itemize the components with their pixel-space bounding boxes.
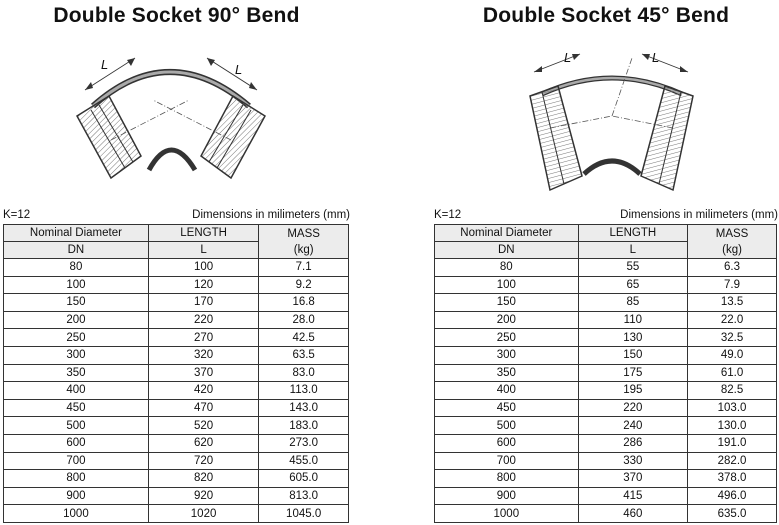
bend-90-meta xyxy=(3,209,350,223)
cell-dn: 900 xyxy=(435,487,579,505)
cell-mass: 103.0 xyxy=(688,399,777,417)
header-dn: DN xyxy=(4,242,149,259)
cell-dn: 80 xyxy=(4,259,149,277)
cell-dn: 450 xyxy=(435,399,579,417)
cell-dn: 250 xyxy=(435,329,579,347)
table-row xyxy=(435,417,777,435)
cell-length: 195 xyxy=(578,382,687,400)
table-row xyxy=(435,434,777,452)
cell-length: 55 xyxy=(578,259,687,277)
bend-45-table-body xyxy=(435,259,777,523)
table-row xyxy=(4,505,349,523)
cell-dn: 200 xyxy=(435,311,579,329)
cell-dn: 500 xyxy=(4,417,149,435)
table-row xyxy=(4,399,349,417)
header-mass-unit: (kg) xyxy=(722,243,742,256)
table-row xyxy=(4,470,349,488)
table-row xyxy=(4,417,349,435)
cell-length: 470 xyxy=(148,399,258,417)
cell-dn: 150 xyxy=(435,294,579,312)
cell-mass: 496.0 xyxy=(688,487,777,505)
table-row xyxy=(435,470,777,488)
k-class: K=12 xyxy=(3,209,31,221)
cell-mass: 113.0 xyxy=(259,382,349,400)
cell-length: 370 xyxy=(578,470,687,488)
cell-length: 820 xyxy=(148,470,258,488)
dimensions-note: Dimensions in milimeters (mm) xyxy=(192,209,350,221)
cell-mass: 83.0 xyxy=(259,364,349,382)
cell-dn: 100 xyxy=(435,276,579,294)
cell-length: 175 xyxy=(578,364,687,382)
cell-mass: 813.0 xyxy=(259,487,349,505)
cell-length: 270 xyxy=(148,329,258,347)
cell-length: 150 xyxy=(578,346,687,364)
cell-mass: 16.8 xyxy=(259,294,349,312)
table-row xyxy=(435,346,777,364)
table-row xyxy=(4,364,349,382)
table-row xyxy=(4,259,349,277)
cell-mass: 455.0 xyxy=(259,452,349,470)
cell-dn: 80 xyxy=(435,259,579,277)
table-row xyxy=(4,434,349,452)
cell-dn: 1000 xyxy=(435,505,579,523)
header-mass-label: MASS xyxy=(287,227,320,240)
cell-dn: 350 xyxy=(4,364,149,382)
cell-dn: 700 xyxy=(435,452,579,470)
cell-length: 320 xyxy=(148,346,258,364)
cell-dn: 400 xyxy=(4,382,149,400)
cell-mass: 143.0 xyxy=(259,399,349,417)
table-row xyxy=(435,364,777,382)
cell-dn: 300 xyxy=(4,346,149,364)
header-mass xyxy=(259,225,349,259)
bend-45-title: Double Socket 45° Bend xyxy=(482,4,730,27)
header-length: LENGTH xyxy=(148,225,258,242)
cell-dn: 150 xyxy=(4,294,149,312)
cell-length: 120 xyxy=(148,276,258,294)
table-row xyxy=(4,329,349,347)
cell-dn: 100 xyxy=(4,276,149,294)
table-row xyxy=(435,294,777,312)
cell-dn: 800 xyxy=(435,470,579,488)
cell-dn: 600 xyxy=(435,434,579,452)
cell-length: 460 xyxy=(578,505,687,523)
header-length: LENGTH xyxy=(578,225,687,242)
cell-mass: 28.0 xyxy=(259,311,349,329)
bend-90-label-right: L xyxy=(235,62,243,77)
cell-length: 520 xyxy=(148,417,258,435)
cell-dn: 200 xyxy=(4,311,149,329)
table-row xyxy=(4,452,349,470)
table-row xyxy=(435,276,777,294)
table-row xyxy=(435,329,777,347)
cell-length: 330 xyxy=(578,452,687,470)
cell-mass: 63.5 xyxy=(259,346,349,364)
cell-dn: 300 xyxy=(435,346,579,364)
header-nominal-diameter: Nominal Diameter xyxy=(4,225,149,242)
cell-dn: 250 xyxy=(4,329,149,347)
table-row xyxy=(4,294,349,312)
bend-45-label-right: L xyxy=(652,50,660,65)
cell-dn: 450 xyxy=(4,399,149,417)
dimensions-note: Dimensions in milimeters (mm) xyxy=(620,209,778,221)
cell-mass: 9.2 xyxy=(259,276,349,294)
bend-45-table xyxy=(434,224,777,523)
cell-mass: 378.0 xyxy=(688,470,777,488)
cell-mass: 282.0 xyxy=(688,452,777,470)
cell-dn: 350 xyxy=(435,364,579,382)
header-mass xyxy=(688,225,777,259)
cell-length: 100 xyxy=(148,259,258,277)
table-row xyxy=(435,382,777,400)
table-row xyxy=(4,487,349,505)
header-mass-label: MASS xyxy=(715,227,749,240)
bend-90-table xyxy=(3,224,349,523)
cell-length: 240 xyxy=(578,417,687,435)
cell-mass: 605.0 xyxy=(259,470,349,488)
cell-length: 415 xyxy=(578,487,687,505)
cell-length: 130 xyxy=(578,329,687,347)
cell-mass: 130.0 xyxy=(688,417,777,435)
header-mass-unit: (kg) xyxy=(293,243,314,256)
cell-dn: 1000 xyxy=(4,505,149,523)
bend-45-label-left: L xyxy=(564,50,572,65)
cell-mass: 22.0 xyxy=(688,311,777,329)
bend-90-label-left: L xyxy=(101,57,109,72)
table-row xyxy=(435,311,777,329)
cell-mass: 635.0 xyxy=(688,505,777,523)
cell-length: 420 xyxy=(148,382,258,400)
header-nominal-diameter: Nominal Diameter xyxy=(435,225,579,242)
cell-dn: 600 xyxy=(4,434,149,452)
cell-length: 220 xyxy=(148,311,258,329)
cell-mass: 7.9 xyxy=(688,276,777,294)
cell-length: 920 xyxy=(148,487,258,505)
bend-45-meta xyxy=(434,209,778,223)
table-row xyxy=(4,276,349,294)
cell-length: 720 xyxy=(148,452,258,470)
cell-length: 170 xyxy=(148,294,258,312)
bend-90-table-body xyxy=(4,259,349,523)
cell-mass: 61.0 xyxy=(688,364,777,382)
table-row xyxy=(435,505,777,523)
header-length-symbol: L xyxy=(148,242,258,259)
cell-dn: 500 xyxy=(435,417,579,435)
bend-90-title: Double Socket 90° Bend xyxy=(53,4,300,27)
cell-length: 85 xyxy=(578,294,687,312)
cell-mass: 273.0 xyxy=(259,434,349,452)
header-dn: DN xyxy=(435,242,579,259)
cell-length: 620 xyxy=(148,434,258,452)
cell-length: 65 xyxy=(578,276,687,294)
cell-length: 220 xyxy=(578,399,687,417)
k-class: K=12 xyxy=(434,209,462,221)
header-length-symbol: L xyxy=(578,242,687,259)
bend-45-drawing xyxy=(524,44,699,194)
cell-mass: 82.5 xyxy=(688,382,777,400)
cell-dn: 700 xyxy=(4,452,149,470)
cell-length: 110 xyxy=(578,311,687,329)
cell-mass: 42.5 xyxy=(259,329,349,347)
cell-length: 286 xyxy=(578,434,687,452)
cell-mass: 32.5 xyxy=(688,329,777,347)
cell-dn: 400 xyxy=(435,382,579,400)
table-row xyxy=(435,399,777,417)
cell-length: 1020 xyxy=(148,505,258,523)
table-row xyxy=(4,311,349,329)
table-row xyxy=(435,487,777,505)
cell-mass: 49.0 xyxy=(688,346,777,364)
cell-mass: 191.0 xyxy=(688,434,777,452)
table-row xyxy=(435,259,777,277)
cell-mass: 13.5 xyxy=(688,294,777,312)
cell-mass: 7.1 xyxy=(259,259,349,277)
table-row xyxy=(4,382,349,400)
cell-mass: 1045.0 xyxy=(259,505,349,523)
table-row xyxy=(4,346,349,364)
cell-mass: 6.3 xyxy=(688,259,777,277)
cell-mass: 183.0 xyxy=(259,417,349,435)
table-row xyxy=(435,452,777,470)
cell-dn: 900 xyxy=(4,487,149,505)
cell-length: 370 xyxy=(148,364,258,382)
cell-dn: 800 xyxy=(4,470,149,488)
